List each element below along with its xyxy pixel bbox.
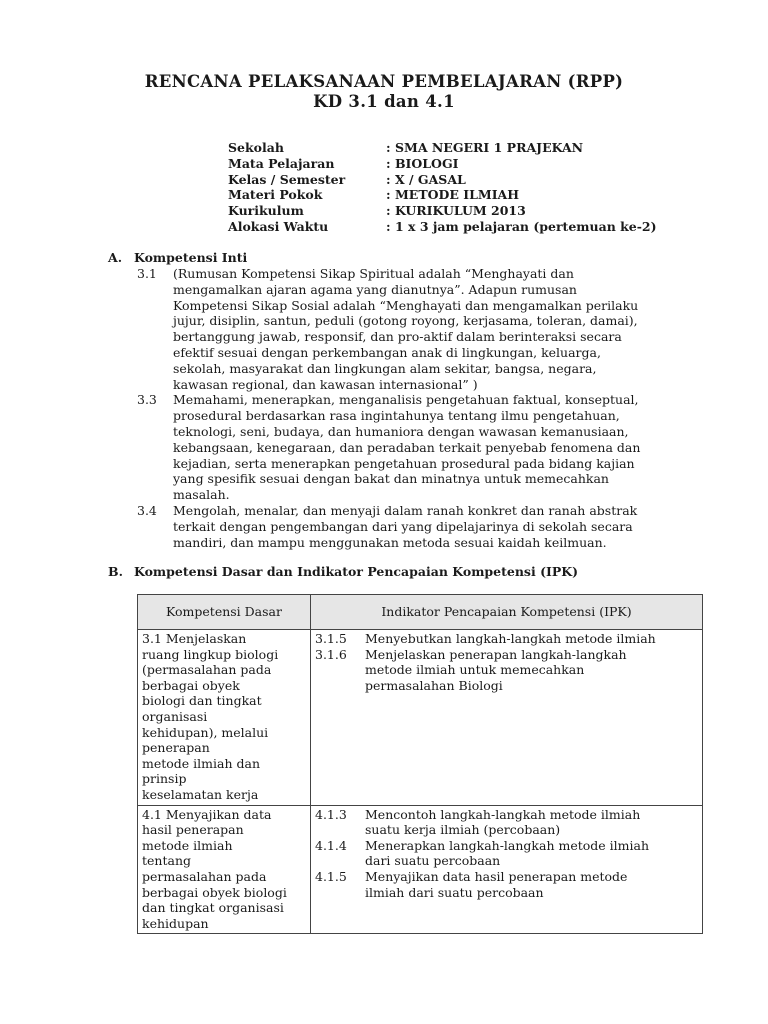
identity-label: Kurikulum xyxy=(228,203,304,219)
indicator-item xyxy=(315,869,698,900)
column-header-ipk: Indikator Pencapaian Kompetensi (IPK) xyxy=(311,595,703,630)
identity-value: : SMA NEGERI 1 PRAJEKAN xyxy=(386,140,584,155)
competence-table xyxy=(137,594,703,934)
identity-value: : X / GASAL xyxy=(386,171,466,187)
indicator-number: 4.1.5 xyxy=(315,868,347,884)
indicator-text: Menerapkan langkah-langkah metode ilmiah dari suatu percobaan xyxy=(365,837,650,869)
table-header-row xyxy=(138,595,703,630)
section-b-heading xyxy=(108,564,578,579)
item-number: 3.3 xyxy=(137,392,157,408)
identity-block xyxy=(228,140,657,235)
indicator-cell xyxy=(311,630,703,806)
section-b-title: Kompetensi Dasar dan Indikator Pencapaian Kompetensi (IPK) xyxy=(134,564,579,579)
identity-row-time xyxy=(228,219,657,235)
indicator-text: Menyajikan data hasil penerapan metode ilmiah dari suatu percobaan xyxy=(365,868,628,900)
identity-label: Alokasi Waktu xyxy=(228,218,329,234)
section-b-letter: B. xyxy=(108,564,123,579)
identity-label: Sekolah xyxy=(228,140,284,155)
indicator-number: 4.1.4 xyxy=(315,837,347,853)
table-row xyxy=(138,630,703,806)
identity-value: : METODE ILMIAH xyxy=(386,187,520,203)
item-number: 3.1 xyxy=(137,266,157,281)
indicator-item xyxy=(315,631,698,647)
document-subtitle: KD 3.1 dan 4.1 xyxy=(313,92,455,111)
indicator-text: Mencontoh langkah-langkah metode ilmiah suatu kerja ilmiah (percobaan) xyxy=(365,806,641,838)
item-text: (Rumusan Kompetensi Sikap Spiritual adalah “Menghayati dan mengamalkan ajaran agama yang dianutnya”. Adapun rumusan Kompetensi Sikap Sosial adalah “Menghayati dan mengamalkan perilaku jujur, disiplin, santun, peduli (gotong royong, kerjasama, toleran, damai), bertanggung jawab, responsif, dan pro-aktif dalam berinteraksi secara efektif sesuai dengan perkembangan anak di lingkungan, keluarga, sekolah, masyarakat dan lingkungan alam sekitar, bangsa, negara, kawasan regional, dan kawasan internasional” ) xyxy=(173,266,639,392)
indicator-item xyxy=(315,807,698,838)
section-a-letter: A. xyxy=(108,250,123,265)
identity-label: Mata Pelajaran xyxy=(228,155,335,171)
item-text: Memahami, menerapkan, menganalisis pengetahuan faktual, konseptual, prosedural berdasarkan rasa ingintahunya tentang ilmu pengetahuan, teknologi, seni, budaya, dan humaniora dengan wawasan kemanusiaan, kebangsaan, kenegaraan, dan peradaban terkait penyebab fenomena dan kejadian, serta menerapkan pengetahuan prosedural pada bidang kajian yang spesifik sesuai dengan bakat dan minatnya untuk memecahkan masalah. xyxy=(173,392,641,503)
identity-value: : 1 x 3 jam pelajaran (pertemuan ke-2) xyxy=(386,218,657,234)
identity-row-subject xyxy=(228,156,657,172)
identity-label: Kelas / Semester xyxy=(228,171,346,187)
identity-row-class xyxy=(228,172,657,188)
indicator-item xyxy=(315,647,698,694)
identity-value: : BIOLOGI xyxy=(386,155,459,171)
indicator-number: 3.1.5 xyxy=(315,631,347,646)
table-row xyxy=(138,805,703,934)
indicator-number: 4.1.3 xyxy=(315,806,347,822)
indicator-text: Menjelaskan penerapan langkah-langkah metode ilmiah untuk memecahkan permasalahan Biologi xyxy=(365,646,627,693)
section-a-heading xyxy=(108,250,247,265)
kd-cell: 4.1 Menyajikan data hasil penerapan metode ilmiah tentang permasalahan pada berbagai obyek biologi dan tingkat organisasi kehidupan xyxy=(138,805,311,934)
identity-row-school xyxy=(228,140,657,156)
column-header-kd: Kompetensi Dasar xyxy=(138,595,311,630)
identity-row-curriculum xyxy=(228,203,657,219)
list-item xyxy=(137,503,693,550)
identity-row-topic xyxy=(228,187,657,203)
item-text: Mengolah, menalar, dan menyaji dalam ranah konkret dan ranah abstrak terkait dengan pengembangan dari yang dipelajarinya di sekolah secara mandiri, dan mampu menggunakan metoda sesuai kaidah keilmuan. xyxy=(173,502,638,550)
item-number: 3.4 xyxy=(137,502,157,518)
section-a-title: Kompetensi Inti xyxy=(134,250,248,265)
indicator-cell xyxy=(311,805,703,934)
core-competence-list xyxy=(137,266,693,550)
kd-cell: 3.1 Menjelaskan ruang lingkup biologi (permasalahan pada berbagai obyek biologi dan tingkat organisasi kehidupan), melalui penerapan metode ilmiah dan prinsip keselamatan kerja xyxy=(138,630,311,806)
list-item xyxy=(137,266,693,392)
identity-value: : KURIKULUM 2013 xyxy=(386,203,526,219)
identity-label: Materi Pokok xyxy=(228,187,323,203)
indicator-text: Menyebutkan langkah-langkah metode ilmiah xyxy=(365,631,656,646)
document-title: RENCANA PELAKSANAAN PEMBELAJARAN (RPP) xyxy=(144,72,624,91)
indicator-item xyxy=(315,838,698,869)
indicator-number: 3.1.6 xyxy=(315,646,347,662)
list-item xyxy=(137,392,693,503)
